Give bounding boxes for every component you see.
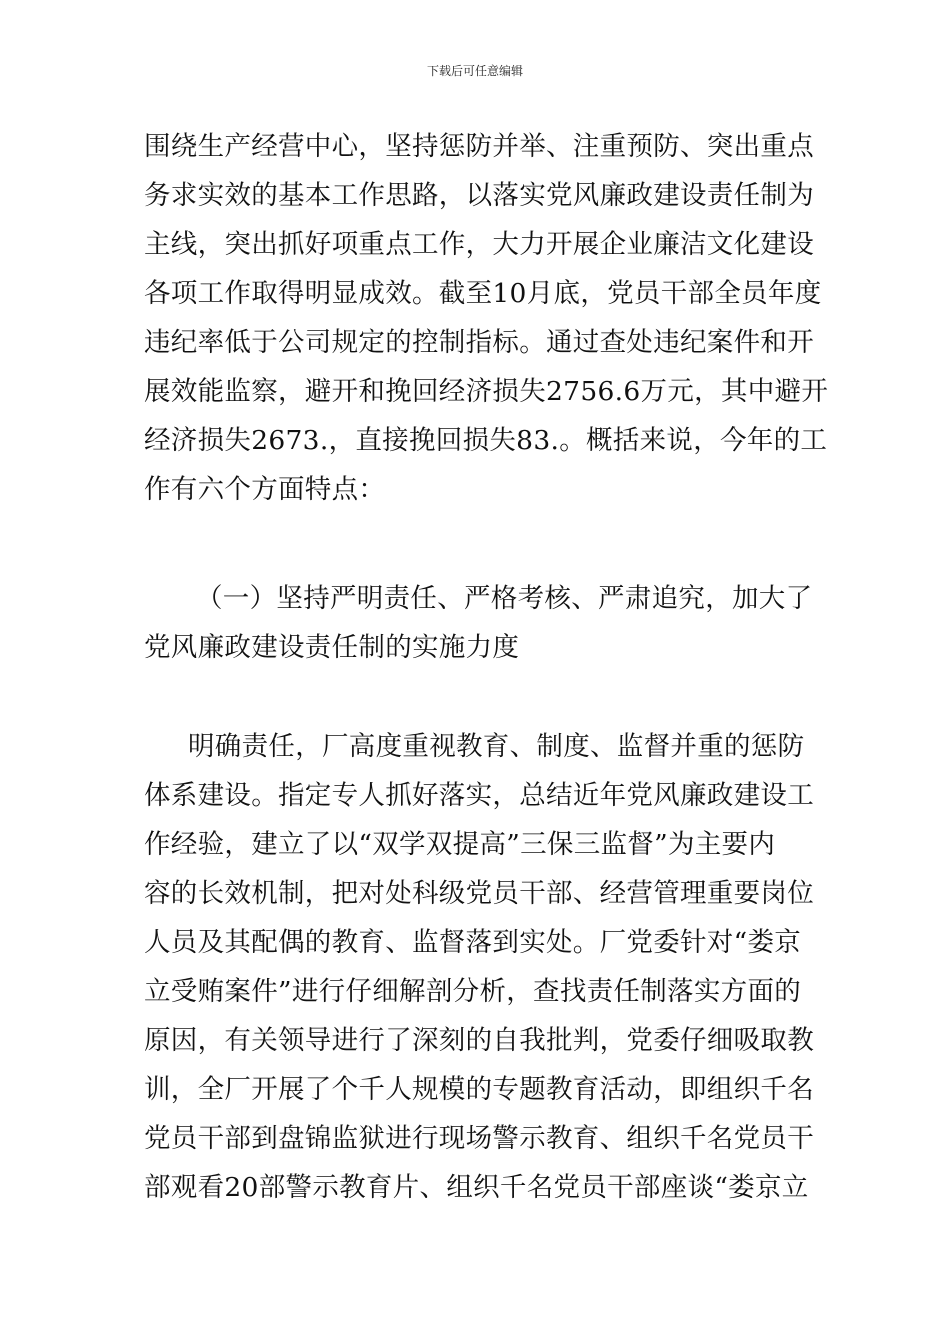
text-line: 违纪率低于公司规定的控制指标。通过查处违纪案件和开 [144, 327, 814, 358]
text-line: 人员及其配偶的教育、监督落到实处。厂党委针对“娄京 [144, 927, 802, 958]
text-line: 体系建设。指定专人抓好落实，总结近年党风廉政建设工 [144, 780, 814, 811]
text-line: 容的长效机制，把对处科级党员干部、经营管理重要岗位 [144, 878, 814, 909]
text-line: 原因，有关领导进行了深刻的自我批判，党委仔细吸取教 [144, 1025, 814, 1056]
text-line: 展效能监察，避开和挽回经济损失2756.6万元，其中避开 [144, 376, 829, 407]
text-line: 经济损失2673.，直接挽回损失83.。概括来说，今年的工 [144, 425, 828, 456]
text-line: 明确责任，厂高度重视教育、制度、监督并重的惩防 [188, 731, 805, 762]
text-line: 部观看20部警示教育片、组织千名党员干部座谈“娄京立 [144, 1172, 809, 1203]
text-line: 务求实效的基本工作思路，以落实党风廉政建设责任制为 [144, 180, 814, 211]
paragraph-body [144, 722, 814, 1212]
text-line: 主线，突出抓好项重点工作，大力开展企业廉洁文化建设 [144, 229, 814, 260]
text-line: 党员干部到盘锦监狱进行现场警示教育、组织千名党员干 [144, 1123, 814, 1154]
text-line: 作经验，建立了以“双学双提高”三保三监督”为主要内 [144, 829, 776, 860]
text-line: 各项工作取得明显成效。截至10月底，党员干部全员年度 [144, 278, 822, 309]
text-line: 围绕生产经营中心，坚持惩防并举、注重预防、突出重点 [144, 131, 814, 162]
text-line: 立受贿案件”进行仔细解剖分析，查找责任制落实方面的 [144, 976, 802, 1007]
section-heading [144, 574, 814, 672]
text-line: 训，全厂开展了个千人规模的专题教育活动，即组织千名 [144, 1074, 814, 1105]
heading-line: 党风廉政建设责任制的实施力度 [144, 632, 520, 663]
paragraph-intro [144, 122, 829, 514]
page-header: 下载后可任意编辑 [426, 64, 523, 78]
text-line: 作有六个方面特点： [144, 474, 386, 505]
heading-line: （一）坚持严明责任、严格考核、严肃追究，加大了 [196, 583, 813, 614]
